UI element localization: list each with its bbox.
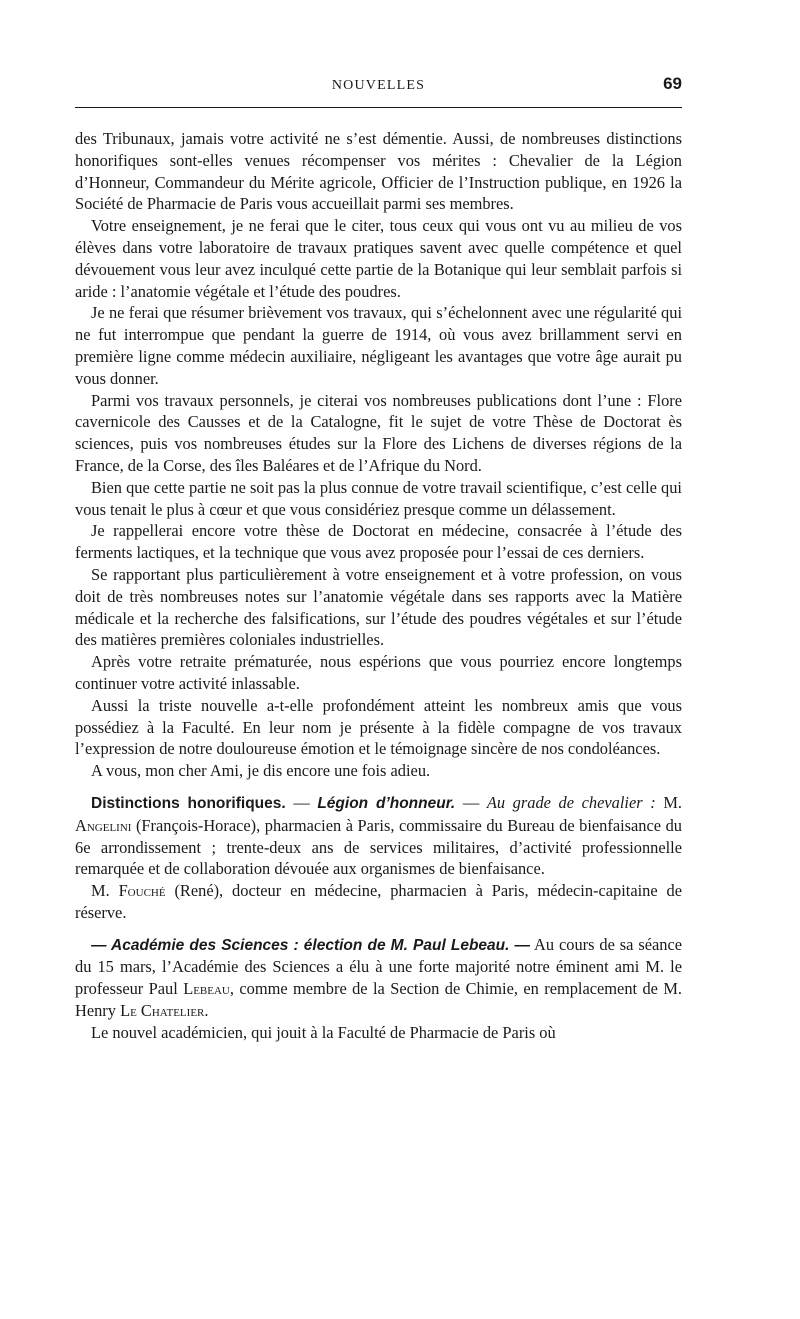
academie-paragraph bbox=[75, 934, 682, 1022]
paragraph-travaux: Je ne ferai que résumer brièvement vos travaux, qui s’échelonnent avec une régularité qui ne fut interrompue que pendant la guerre de 1914, où vous avez brillamment servi en première ligne comme médecin auxiliaire, négligeant les avantages que votre âge aurait pu vous donner. bbox=[75, 303, 682, 388]
legion-honneur-heading: Légion d’honneur. bbox=[317, 794, 456, 812]
paragraph-condoleances: Aussi la triste nouvelle a-t-elle profondément atteint les nombreux amis que vous possédiez à la Faculté. En leur nom je présente à la fidèle compagne de vos travaux l’expression de notre douloureuse émotion et le témoignage sincère de nos condoléances. bbox=[75, 695, 682, 759]
article-body bbox=[75, 128, 682, 1044]
running-head: NOUVELLES bbox=[331, 78, 426, 93]
entry-2-text: (René), docteur en médecine, pharmacien à Paris, médecin-capitaine de réserve. bbox=[75, 881, 682, 922]
academie-name-lebeau: Lebeau bbox=[183, 979, 230, 999]
paragraph-lichens: Bien que cette partie ne soit pas la plus connue de votre travail scientifique, c’est celle qui vous tenait le plus à cœur et que vous considériez presque comme un délassement. bbox=[75, 477, 682, 519]
page-header bbox=[75, 72, 682, 100]
paragraph-notes: Se rapportant plus particulièrement à votre enseignement et à votre profession, on vous doit de très nombreuses notes sur l’anatomie végétale dans ses rapports avec la Matière médicale et la recherche des falsifications, sur l’étude des poudres végétales et sur l’étude des matières premières coloniales industrielles. bbox=[75, 564, 682, 650]
academie-last-paragraph: Le nouvel académicien, qui jouit à la Faculté de Pharmacie de Paris où bbox=[91, 1022, 556, 1042]
paragraph-enseignement: Votre enseignement, je ne ferai que le citer, tous ceux qui vous ont vu au milieu de vos élèves dans votre laboratoire de travaux pratiques savent avec quelle compétence et quel dévouement vous leur avez inculqué cette partie de la Botanique qui leur semblait parfois si aride : l’anatomie végétale et l’étude des poudres. bbox=[75, 216, 682, 301]
academie-text-3: . bbox=[204, 1001, 209, 1021]
academie-name-le-chatelier: Le Chatelier bbox=[120, 1001, 205, 1021]
paragraph-publications: Parmi vos travaux personnels, je citerai vos nombreuses publications dont l’une : Flore cavernicole des Causses et de la Catalogne, fit le sujet de votre Thèse de Doctorat ès sciences, puis vos nombreuses études sur la Flore des Lichens de diverses régions de la France, de la Corse, des îles Baléares et de l’Afrique du Nord. bbox=[75, 390, 682, 475]
distinction-entry-2 bbox=[75, 880, 682, 924]
entry-1-name: Angelini bbox=[75, 815, 132, 835]
entry-2-name: Fouché bbox=[118, 881, 166, 901]
paragraph-these-medecine: Je rappellerai encore votre thèse de Doctorat en médecine, consacrée à l’étude des ferments lactiques, et la technique que vous avez proposée pour l’essai de ces derniers. bbox=[75, 521, 682, 563]
entry-1-prefix: M. bbox=[655, 792, 682, 812]
entry-1-text: (François-Horace), pharmacien à Paris, commissaire du Bureau de bienfaisance du 6e arrondissement ; trente-deux ans de services militaires, d’activité professionnelle remarquée et de collaboration dévouée aux organismes de bienfaisance. bbox=[75, 815, 682, 879]
academie-heading: — Académie des Sciences : élection de M. Paul Lebeau. — bbox=[91, 936, 531, 954]
entry-2-prefix: M. bbox=[91, 881, 119, 901]
paragraph-adieu: A vous, mon cher Ami, je dis encore une fois adieu. bbox=[91, 761, 431, 781]
distinctions-heading: Distinctions honorifiques. bbox=[91, 794, 286, 812]
header-rule bbox=[75, 107, 682, 108]
academie-text-2: , comme membre de la Section de Chimie, en remplacement de M. Henry bbox=[75, 979, 682, 1021]
paragraph-retraite: Après votre retraite prématurée, nous espérions que vous pourriez encore longtemps continuer votre activité inlassable. bbox=[75, 652, 682, 693]
academie-text-1: Au cours de sa séance du 15 mars, l’Académie des Sciences a élu à une forte majorité notre éminent ami M. le professeur Paul bbox=[75, 934, 682, 999]
distinctions-paragraph bbox=[75, 792, 682, 880]
paragraph-continuation: des Tribunaux, jamais votre activité ne s’est démentie. Aussi, de nombreuses distinctions honorifiques sont-elles venues récompenser vos mérites : Chevalier de la Légion d’Honneur, Commandeur du Mérite agricole, Officier de l’Instruction publique, en 1926 la Société de Pharmacie de Paris vous accueillait parmi ses membres. bbox=[75, 129, 682, 214]
page-number: 69 bbox=[663, 74, 682, 93]
distinctions-dash-1: — bbox=[285, 792, 318, 812]
distinctions-dash-2: — bbox=[455, 792, 487, 812]
grade-label: Au grade de chevalier : bbox=[486, 792, 656, 812]
